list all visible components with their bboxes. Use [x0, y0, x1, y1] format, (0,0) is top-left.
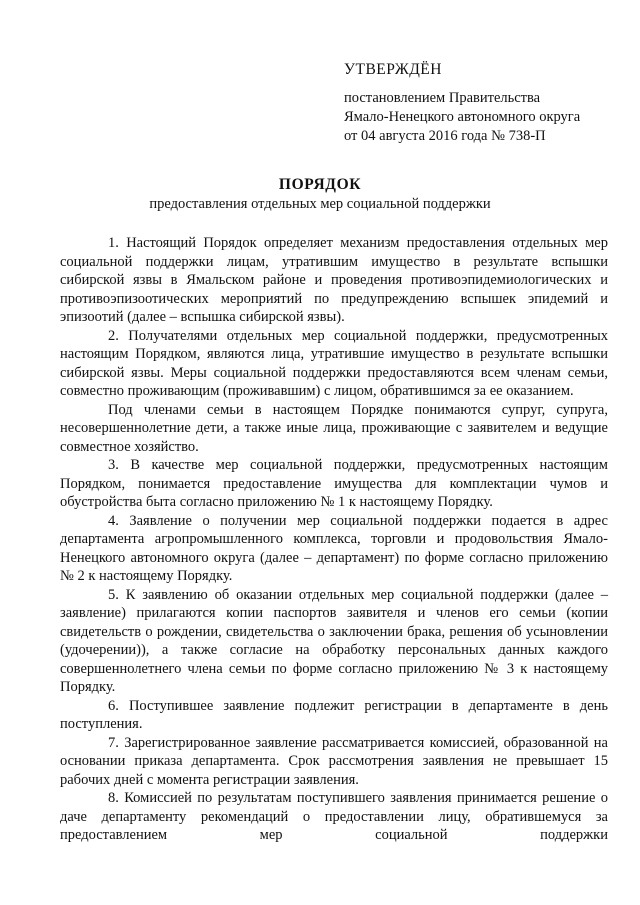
approval-line-3: от 04 августа 2016 года № 738-П — [344, 128, 546, 144]
paragraph-4: 4. Заявление о получении мер социальной поддержки подается в адрес департамента агропромышленного комплекса, торговли и продовольствия Ямало-Ненецкого автономного округа (далее – департамент) по форме согласно приложению № 2 к настоящему Порядку. — [60, 512, 608, 584]
approval-block — [344, 60, 624, 146]
approval-heading: УТВЕРЖДЁН — [344, 61, 442, 78]
paragraph-6: 6. Поступившее заявление подлежит регистрации в департаменте в день поступления. — [60, 697, 608, 732]
document-title: ПОРЯДОК — [278, 176, 362, 193]
paragraph-2: 2. Получателями отдельных мер социальной поддержки, предусмотренных настоящим Порядком, являются лица, утратившие имущество в результате вспышки сибирской язвы. Меры социальной поддержки предоставляются всем членам семьи, совместно проживающим (проживавшим) с лицом, обратившимся за ее оказанием. — [60, 327, 608, 399]
paragraph-7: 7. Зарегистрированное заявление рассматривается комиссией, образованной на основании приказа департамента. Срок рассмотрения заявления не превышает 15 рабочих дней с момента регистрации заявления. — [60, 734, 608, 788]
paragraph-3: 3. В качестве мер социальной поддержки, предусмотренных настоящим Порядком, понимается предоставление имущества для комплектации чумов и обустройства быта согласно приложению № 1 к настоящему Порядку. — [60, 457, 608, 510]
paragraph-1: 1. Настоящий Порядок определяет механизм предоставления отдельных мер социальной поддержки лицам, утратившим имущество в результате вспышки сибирской язвы в Ямальском районе и проведения противоэпидемиологических и противоэпизоотических мероприятий по предупреждению вспышек эпидемий и эпизоотий (далее – вспышка сибирской язвы). — [60, 235, 608, 325]
paragraph-8: 8. Комиссией по результатам поступившего заявления принимается решение о даче департаменту рекомендаций о предоставлении лицу, обратившемуся за предоставлением мер социальной поддержки — [60, 790, 608, 843]
approval-line-2: Ямало-Ненецкого автономного округа — [344, 109, 581, 125]
document-subtitle: предоставления отдельных мер социальной поддержки — [149, 196, 491, 212]
paragraph-5: 5. К заявлению об оказании отдельных мер социальной поддержки (далее – заявление) прилагаются копии паспортов заявителя и членов его семьи (копии свидетельств о рождении, свидетельства о заключении брака, решения об усыновлении (удочерении)), а также согласие на обработку персональных данных каждого совершеннолетнего члена семьи по форме согласно приложению № 3 к настоящему Порядку. — [60, 586, 608, 695]
approval-line-1: постановлением Правительства — [344, 90, 541, 106]
document-body — [60, 234, 608, 845]
paragraph-2-family: Под членами семьи в настоящем Порядке понимаются супруг, супруга, несовершеннолетние дети, а также иные лица, проживающие с заявителем и ведущие совместное хозяйство. — [60, 401, 608, 455]
